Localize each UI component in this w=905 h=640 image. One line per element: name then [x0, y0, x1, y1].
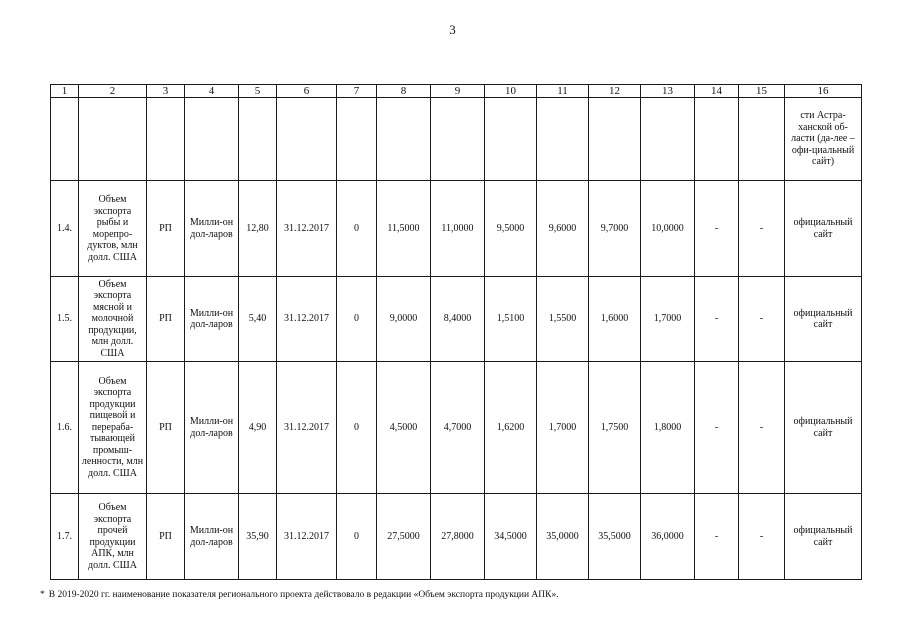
- column-header: 9: [431, 85, 485, 98]
- indicator-name: Объем экспорта продукции пищевой и перераба-тывающей промыш-ленности, млн долл. США: [79, 362, 147, 494]
- value-cell: 4,5000: [377, 362, 431, 494]
- indicator-name: Объем экспорта мясной и молочной продукции, млн долл. США: [79, 277, 147, 362]
- column-header: 3: [147, 85, 185, 98]
- base-date-cell: 31.12.2017: [277, 277, 337, 362]
- continuation-row: [51, 98, 862, 181]
- base-value-cell: 12,80: [239, 181, 277, 277]
- table-row: [51, 181, 862, 277]
- indicator-name: Объем экспорта рыбы и морепро-дуктов, млн долл. США: [79, 181, 147, 277]
- value-cell: 9,5000: [485, 181, 537, 277]
- value-cell: 0: [337, 181, 377, 277]
- source-cell: официальный сайт: [785, 277, 862, 362]
- value-cell: 8,4000: [431, 277, 485, 362]
- value-cell: 35,5000: [589, 494, 641, 580]
- value-cell: 35,0000: [537, 494, 589, 580]
- column-header: 11: [537, 85, 589, 98]
- value-cell: -: [695, 494, 739, 580]
- value-cell: 36,0000: [641, 494, 695, 580]
- row-number: 1.6.: [51, 362, 79, 494]
- value-cell: 0: [337, 277, 377, 362]
- source-cell: официальный сайт: [785, 494, 862, 580]
- level-cell: РП: [147, 181, 185, 277]
- value-cell: -: [695, 181, 739, 277]
- value-cell: 1,6200: [485, 362, 537, 494]
- row-number: 1.4.: [51, 181, 79, 277]
- value-cell: 0: [337, 494, 377, 580]
- column-header: 8: [377, 85, 431, 98]
- value-cell: 1,6000: [589, 277, 641, 362]
- value-cell: -: [739, 181, 785, 277]
- level-cell: РП: [147, 494, 185, 580]
- table-row: [51, 362, 862, 494]
- column-header: 7: [337, 85, 377, 98]
- value-cell: 1,7500: [589, 362, 641, 494]
- source-cell: официальный сайт: [785, 181, 862, 277]
- column-header: 12: [589, 85, 641, 98]
- value-cell: -: [695, 362, 739, 494]
- footnote-marker: *: [40, 590, 45, 600]
- column-header: 15: [739, 85, 785, 98]
- continuation-cell: сти Астра-ханской об-ласти (да-лее – офи-циальный сайт): [785, 98, 862, 181]
- value-cell: 1,7000: [641, 277, 695, 362]
- column-header: 5: [239, 85, 277, 98]
- value-cell: 1,5500: [537, 277, 589, 362]
- value-cell: 9,7000: [589, 181, 641, 277]
- column-header: 1: [51, 85, 79, 98]
- column-header: 6: [277, 85, 337, 98]
- base-value-cell: 4,90: [239, 362, 277, 494]
- unit-cell: Милли-он дол-ларов: [185, 277, 239, 362]
- source-cell: официальный сайт: [785, 362, 862, 494]
- unit-cell: Милли-он дол-ларов: [185, 181, 239, 277]
- column-header: 13: [641, 85, 695, 98]
- level-cell: РП: [147, 362, 185, 494]
- value-cell: 4,7000: [431, 362, 485, 494]
- footnote: [40, 590, 559, 600]
- value-cell: 11,5000: [377, 181, 431, 277]
- value-cell: -: [739, 277, 785, 362]
- row-number: 1.5.: [51, 277, 79, 362]
- unit-cell: Милли-он дол-ларов: [185, 362, 239, 494]
- column-header: 2: [79, 85, 147, 98]
- value-cell: 1,8000: [641, 362, 695, 494]
- value-cell: 11,0000: [431, 181, 485, 277]
- column-header: 4: [185, 85, 239, 98]
- column-header: 16: [785, 85, 862, 98]
- column-header: 10: [485, 85, 537, 98]
- base-date-cell: 31.12.2017: [277, 362, 337, 494]
- base-date-cell: 31.12.2017: [277, 494, 337, 580]
- value-cell: -: [739, 362, 785, 494]
- column-number-row: [51, 85, 862, 98]
- table-row: [51, 277, 862, 362]
- value-cell: 9,6000: [537, 181, 589, 277]
- column-header: 14: [695, 85, 739, 98]
- base-date-cell: 31.12.2017: [277, 181, 337, 277]
- value-cell: 1,5100: [485, 277, 537, 362]
- level-cell: РП: [147, 277, 185, 362]
- value-cell: -: [739, 494, 785, 580]
- value-cell: 27,5000: [377, 494, 431, 580]
- value-cell: 0: [337, 362, 377, 494]
- value-cell: 34,5000: [485, 494, 537, 580]
- value-cell: 1,7000: [537, 362, 589, 494]
- indicators-table: [50, 84, 862, 580]
- page-number: 3: [449, 22, 456, 37]
- base-value-cell: 5,40: [239, 277, 277, 362]
- unit-cell: Милли-он дол-ларов: [185, 494, 239, 580]
- row-number: 1.7.: [51, 494, 79, 580]
- table-row: [51, 494, 862, 580]
- value-cell: 10,0000: [641, 181, 695, 277]
- base-value-cell: 35,90: [239, 494, 277, 580]
- value-cell: 9,0000: [377, 277, 431, 362]
- value-cell: -: [695, 277, 739, 362]
- indicator-name: Объем экспорта прочей продукции АПК, млн долл. США: [79, 494, 147, 580]
- value-cell: 27,8000: [431, 494, 485, 580]
- footnote-text: В 2019-2020 гг. наименование показателя регионального проекта действовало в редакции «Объем экспорта продукции АПК».: [48, 590, 559, 600]
